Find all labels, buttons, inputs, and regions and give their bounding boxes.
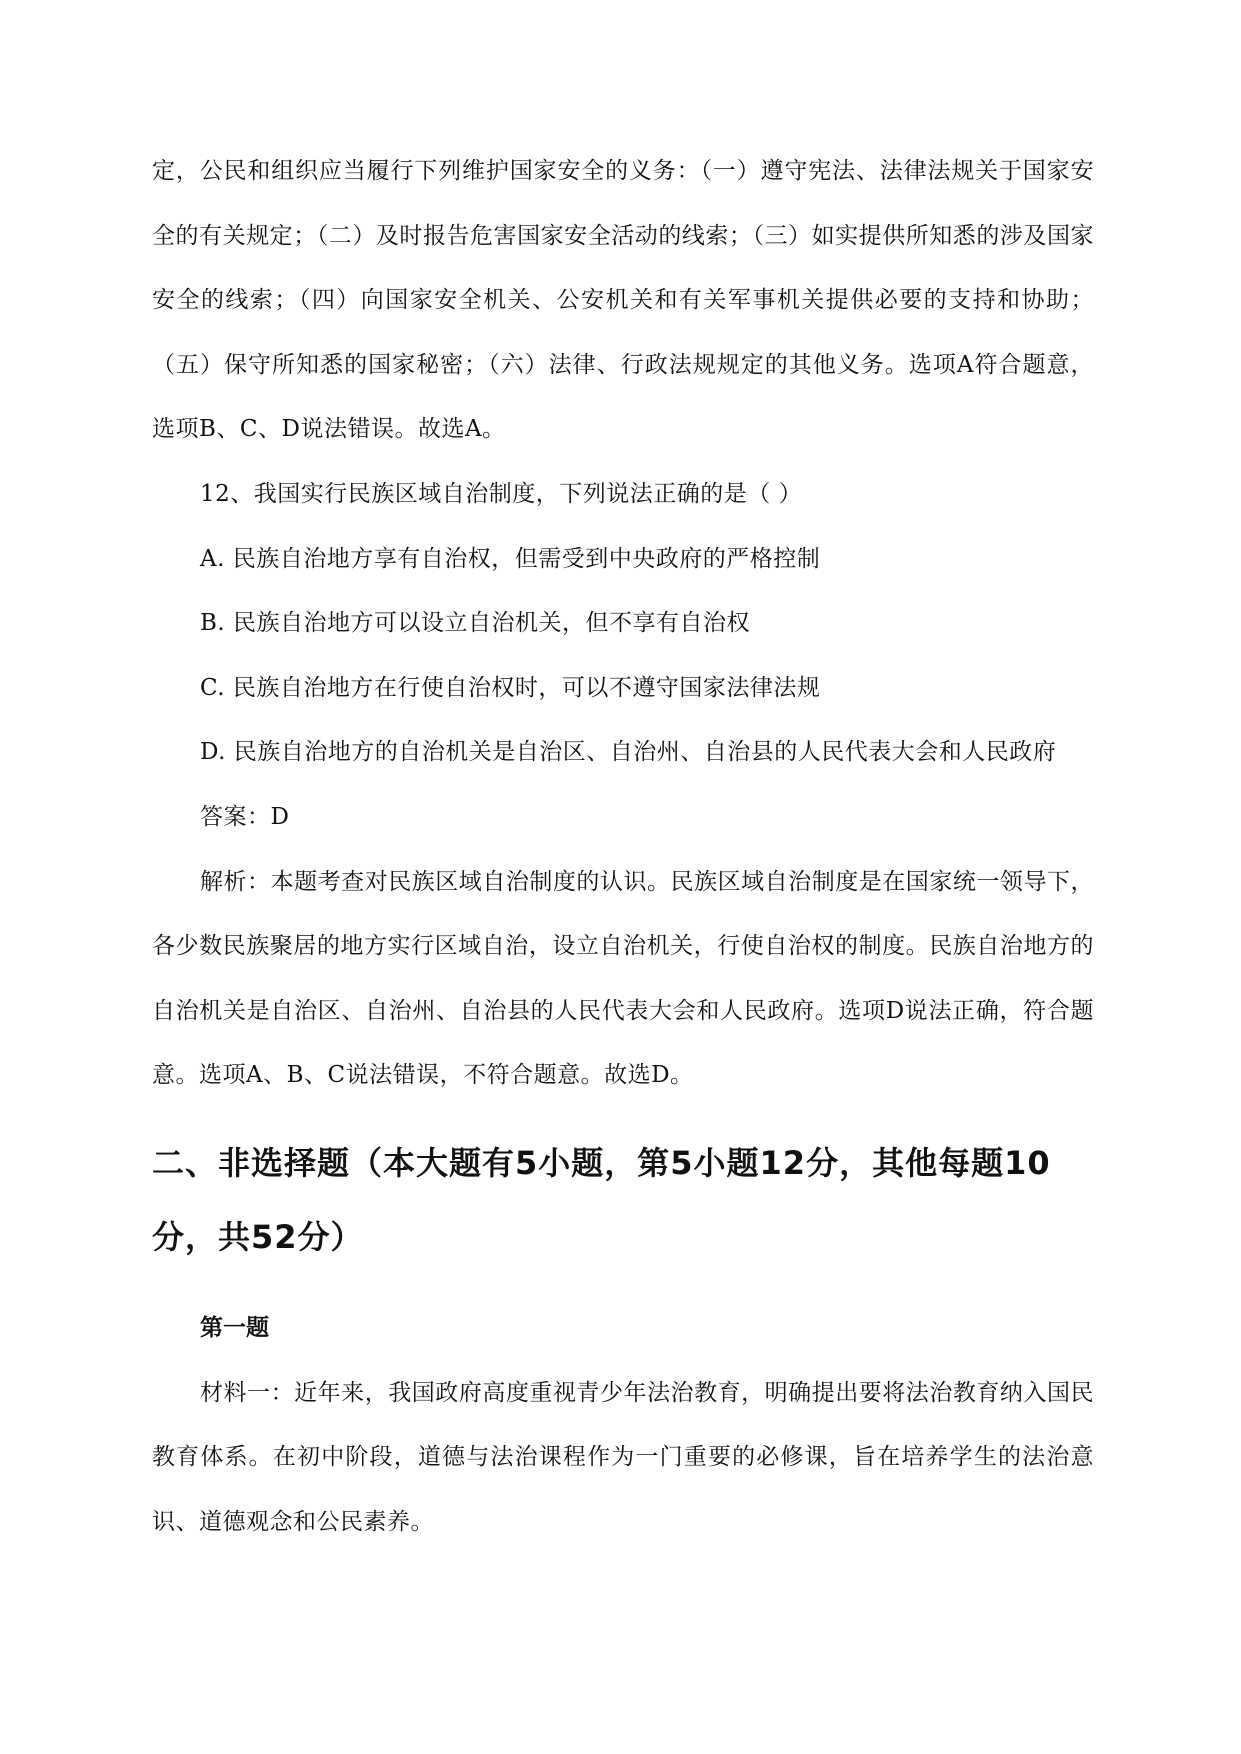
question-12-analysis: 解析：本题考查对民族区域自治制度的认识。民族区域自治制度是在国家统一领导下，各少数民族聚居的地方实行区域自治，设立自治机关，行使自治权的制度。民族自治地方的自治机关是自治区、自治州、自治县的人民代表大会和人民政府。选项D说法正确，符合题意。选项A、B、C说法错误，不符合题意。故选D。 [152,868,1094,1089]
question-1-title: 第一题 [200,1314,269,1341]
question-12-option-b: B. 民族自治地方可以设立自治机关，但不享有自治权 [200,610,751,637]
page-content [152,139,1094,1554]
material-1-paragraph: 材料一：近年来，我国政府高度重视青少年法治教育，明确提出要将法治教育纳入国民教育体系。在初中阶段，道德与法治课程作为一门重要的必修课，旨在培养学生的法治意识、道德观念和公民素养。 [152,1379,1094,1535]
question-12-answer: 答案：D [200,803,290,830]
previous-analysis-continuation: 定，公民和组织应当履行下列维护国家安全的义务：（一）遵守宪法、法律法规关于国家安全的有关规定；（二）及时报告危害国家安全活动的线索；（三）如实提供所知悉的涉及国家安全的线索；（四）向国家安全机关、公安机关和有关军事机关提供必要的支持和协助；（五）保守所知悉的国家秘密；（六）法律、行政法规规定的其他义务。选项A符合题意，选项B、C、D说法错误。故选A。 [152,158,1094,443]
question-12-option-d: D. 民族自治地方的自治机关是自治区、自治州、自治县的人民代表大会和人民政府 [200,739,1057,766]
question-12-option-c: C. 民族自治地方在行使自治权时，可以不遵守国家法律法规 [200,674,821,701]
question-12-option-a: A. 民族自治地方享有自治权，但需受到中央政府的严格控制 [200,545,821,572]
question-12-stem: 12、我国实行民族区域自治制度，下列说法正确的是（ ） [200,480,803,507]
section-2-heading: 二、非选择题（本大题有5小题，第5小题12分，其他每题10分，共52分） [152,1143,1051,1256]
